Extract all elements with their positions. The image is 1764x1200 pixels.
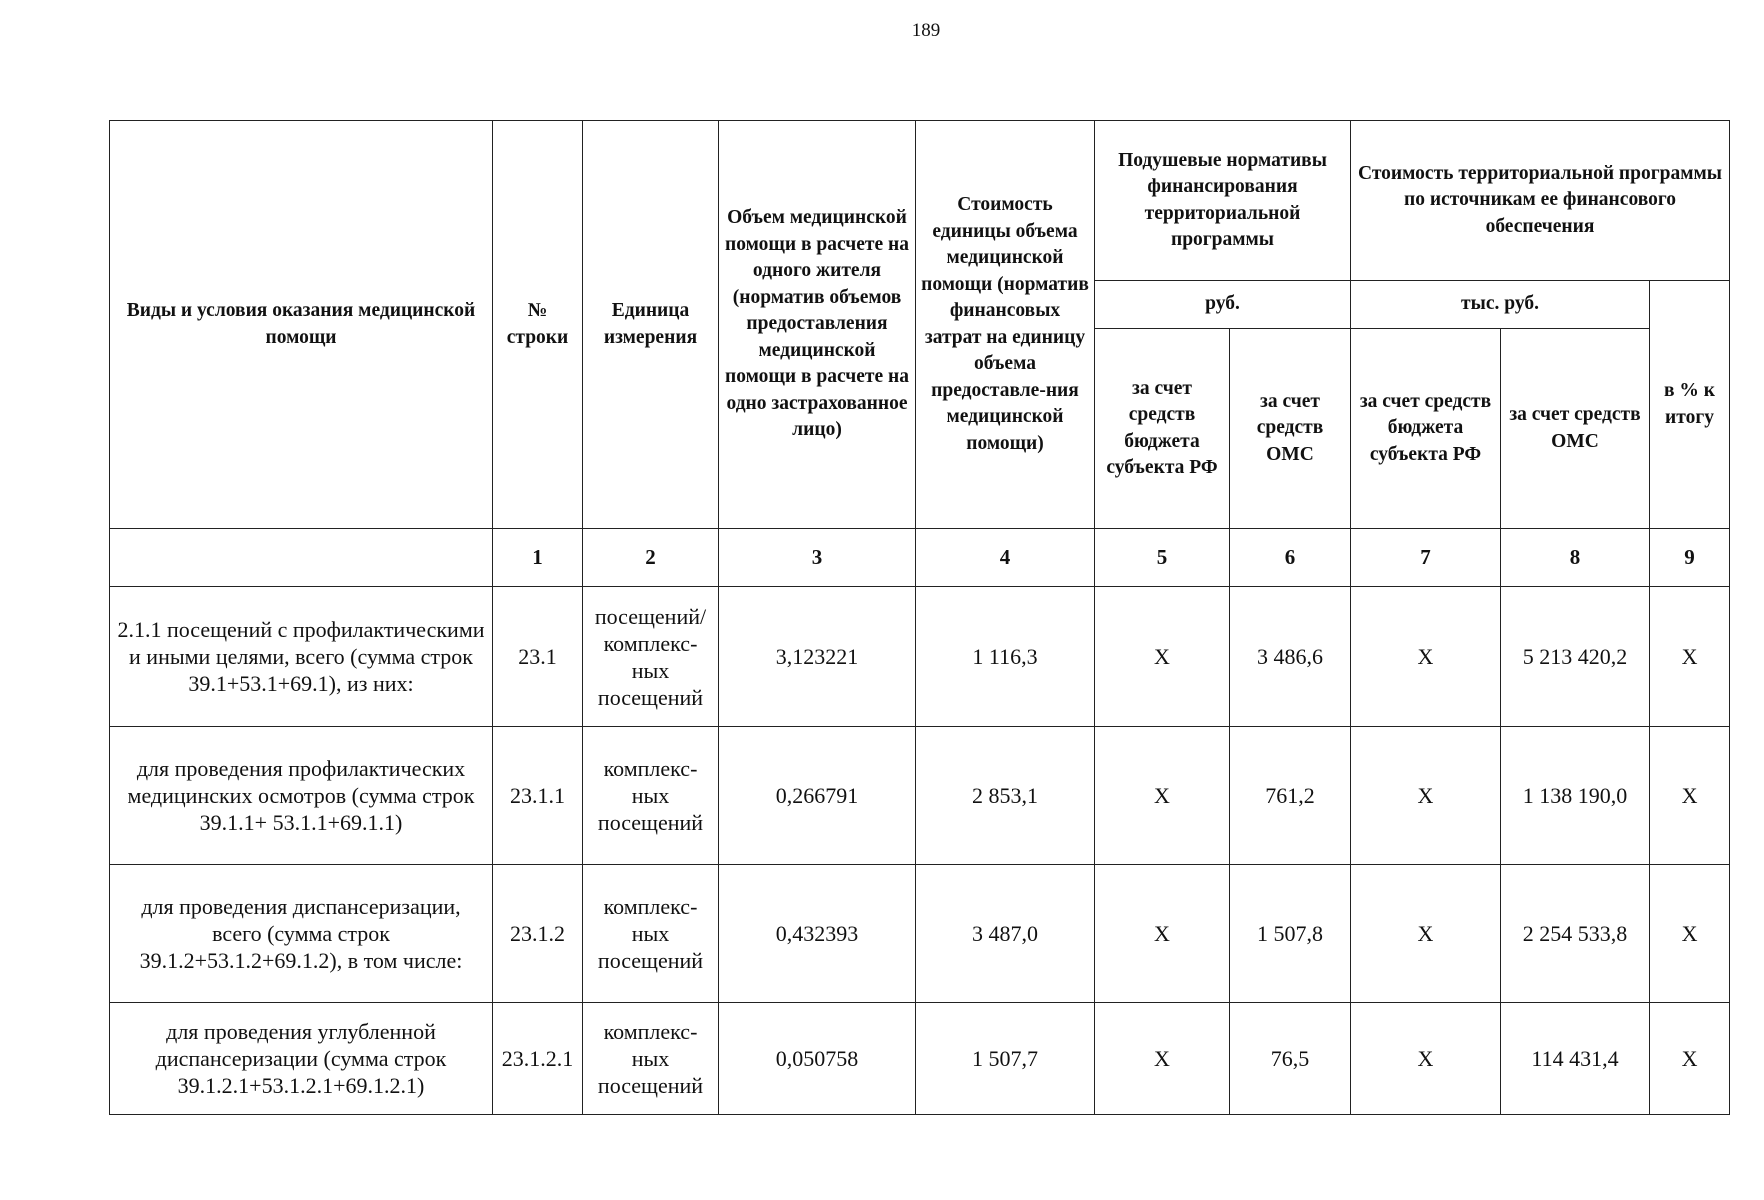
cell-volume: 0,266791 [719,727,916,865]
cell-volume: 0,050758 [719,1003,916,1115]
table-row [110,587,1730,727]
cell-row-no: 23.1.2 [493,865,583,1003]
table-row [110,1003,1730,1115]
cell-percent: X [1650,587,1730,727]
cell-kind: 2.1.1 посещений с профилактическими и иными целями, всего (сумма строк 39.1+53.1+69.1), из них: [110,587,493,727]
cell-budget-thousand: X [1351,865,1501,1003]
cell-kind: для проведения углубленной диспансеризации (сумма строк 39.1.2.1+53.1.2.1+69.1.2.1) [110,1003,493,1115]
financing-table [109,120,1730,1115]
cell-cost: 3 487,0 [916,865,1095,1003]
cell-budget-rub: X [1095,587,1230,727]
cell-volume: 0,432393 [719,865,916,1003]
page-number: 189 [911,20,941,41]
cell-unit: комплекс-ных посещений [583,865,719,1003]
column-number: 1 [493,529,583,587]
header-volume: Объем медицинской помощи в расчете на одного жителя (норматив объемов предоставления медицинской помощи в расчете на одно застрахованное лицо) [719,121,916,529]
cell-unit: комплекс-ных посещений [583,727,719,865]
header-rub: руб. [1095,281,1351,329]
cell-cost: 1 116,3 [916,587,1095,727]
cell-kind: для проведения профилактических медицинских осмотров (сумма строк 39.1.1+ 53.1.1+69.1.1) [110,727,493,865]
column-number: 7 [1351,529,1501,587]
column-number: 6 [1230,529,1351,587]
cell-oms-rub: 1 507,8 [1230,865,1351,1003]
cell-percent: X [1650,1003,1730,1115]
cell-oms-rub: 76,5 [1230,1003,1351,1115]
cell-row-no: 23.1 [493,587,583,727]
column-numbers-row [110,529,1730,587]
cell-oms-thousand: 114 431,4 [1501,1003,1650,1115]
header-row-1 [110,121,1730,281]
cell-percent: X [1650,865,1730,1003]
table-row [110,727,1730,865]
column-number: 5 [1095,529,1230,587]
cell-budget-rub: X [1095,1003,1230,1115]
cell-kind: для проведения диспансеризации, всего (сумма строк 39.1.2+53.1.2+69.1.2), в том числе: [110,865,493,1003]
table-row [110,865,1730,1003]
cell-oms-thousand: 2 254 533,8 [1501,865,1650,1003]
column-number: 4 [916,529,1095,587]
column-number: 9 [1650,529,1730,587]
cell-oms-rub: 761,2 [1230,727,1351,865]
cell-budget-thousand: X [1351,1003,1501,1115]
cell-oms-rub: 3 486,6 [1230,587,1351,727]
cell-cost: 1 507,7 [916,1003,1095,1115]
cell-budget-thousand: X [1351,727,1501,865]
cell-oms-thousand: 5 213 420,2 [1501,587,1650,727]
cell-budget-rub: X [1095,727,1230,865]
cell-unit: посещений/ комплекс-ных посещений [583,587,719,727]
cell-row-no: 23.1.2.1 [493,1003,583,1115]
cell-cost: 2 853,1 [916,727,1095,865]
header-percent: в % к итогу [1650,281,1730,529]
header-per-capita: Подушевые нормативы финансирования территориальной программы [1095,121,1351,281]
cell-row-no: 23.1.1 [493,727,583,865]
column-number-empty [110,529,493,587]
header-row-no: № строки [493,121,583,529]
cell-budget-thousand: X [1351,587,1501,727]
header-unit: Единица измерения [583,121,719,529]
header-oms-rub: за счет средств ОМС [1230,329,1351,529]
cell-percent: X [1650,727,1730,865]
column-number: 2 [583,529,719,587]
header-thousand-rub: тыс. руб. [1351,281,1650,329]
column-number: 3 [719,529,916,587]
cell-unit: комплекс-ных посещений [583,1003,719,1115]
column-number: 8 [1501,529,1650,587]
cell-volume: 3,123221 [719,587,916,727]
cell-oms-thousand: 1 138 190,0 [1501,727,1650,865]
header-cost: Стоимость единицы объема медицинской помощи (норматив финансовых затрат на единицу объема предоставле-ния медицинской помощи) [916,121,1095,529]
cell-budget-rub: X [1095,865,1230,1003]
header-budget-thousand: за счет средств бюджета субъекта РФ [1351,329,1501,529]
header-kind: Виды и условия оказания медицинской помощи [110,121,493,529]
header-oms-thousand: за счет средств ОМС [1501,329,1650,529]
header-budget-rub: за счет средств бюджета субъекта РФ [1095,329,1230,529]
header-program-cost: Стоимость территориальной программы по источникам ее финансового обеспечения [1351,121,1730,281]
